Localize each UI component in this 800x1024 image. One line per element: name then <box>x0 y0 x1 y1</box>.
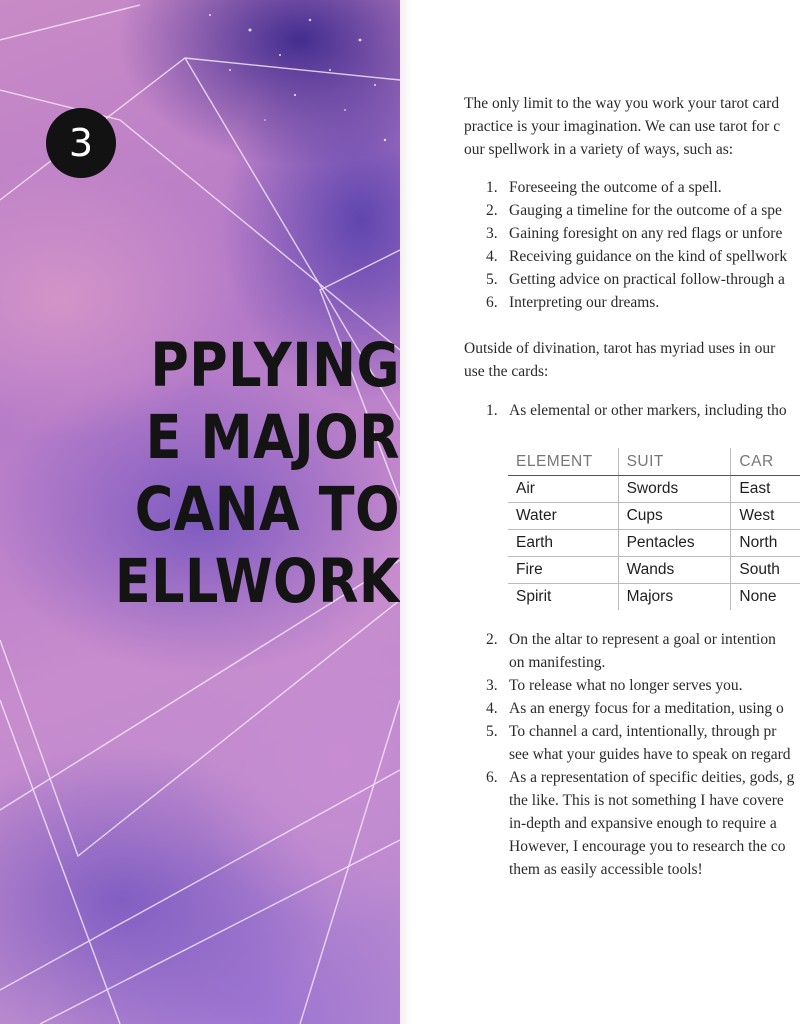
list-item <box>464 199 800 222</box>
list-text: in-depth and expansive enough to require a <box>509 815 777 832</box>
list-item <box>464 176 800 199</box>
list-text: Gaining foresight on any red flags or unfore <box>509 225 783 242</box>
table-cell: Swords <box>618 476 731 503</box>
chapter-number-badge <box>46 108 116 178</box>
list-number: 1. <box>486 402 498 419</box>
correspondence-table <box>508 448 800 610</box>
chapter-title-line: E MAJOR <box>145 402 400 473</box>
paragraph-line: use the cards: <box>464 363 549 380</box>
list-number: 4. <box>486 248 498 265</box>
list-number: 1. <box>486 179 498 196</box>
list-text: To release what no longer serves you. <box>509 677 743 694</box>
list-number: 6. <box>486 294 498 311</box>
paragraph-line: Outside of divination, tarot has myriad uses in our <box>464 340 776 357</box>
paragraph-line: The only limit to the way you work your tarot card <box>464 95 780 112</box>
list-item <box>464 245 800 268</box>
list-text: see what your guides have to speak on regard <box>509 746 791 763</box>
outside-paragraph <box>464 337 800 383</box>
table-row <box>508 584 800 611</box>
table-cell: Earth <box>508 530 618 557</box>
column-header: ELEMENT <box>508 448 618 476</box>
list-text: As elemental or other markers, including tho <box>509 402 787 419</box>
list-text: Receiving guidance on the kind of spellwork <box>509 248 788 265</box>
list-item <box>464 720 800 766</box>
table-cell: South <box>731 557 800 584</box>
list-number: 2. <box>486 202 498 219</box>
divination-uses-list <box>464 176 800 314</box>
table-row <box>508 557 800 584</box>
list-text: them as easily accessible tools! <box>509 861 703 878</box>
list-text: Getting advice on practical follow-through a <box>509 271 785 288</box>
table-cell: West <box>731 503 800 530</box>
table-cell: None <box>731 584 800 611</box>
list-number: 3. <box>486 677 498 694</box>
list-item <box>464 697 800 720</box>
column-header: SUIT <box>618 448 731 476</box>
list-text: the like. This is not something I have covere <box>509 792 784 809</box>
text-page <box>400 0 800 1024</box>
table-cell: Wands <box>618 557 731 584</box>
chapter-title-line: PPLYING <box>150 330 400 401</box>
table-cell: Pentacles <box>618 530 731 557</box>
list-number: 5. <box>486 723 498 740</box>
list-text: As an energy focus for a meditation, using o <box>509 700 784 717</box>
intro-paragraph <box>464 92 800 161</box>
other-uses-list-continued <box>464 628 800 881</box>
list-text: on manifesting. <box>509 654 606 671</box>
list-item <box>464 766 800 881</box>
table-cell: East <box>731 476 800 503</box>
list-number: 6. <box>486 769 498 786</box>
table-cell: Spirit <box>508 584 618 611</box>
table-cell: Water <box>508 503 618 530</box>
chapter-number: 3 <box>68 121 94 165</box>
list-text: Foreseeing the outcome of a spell. <box>509 179 722 196</box>
list-number: 5. <box>486 271 498 288</box>
list-item <box>464 399 800 422</box>
list-text: As a representation of specific deities, gods, g <box>509 769 795 786</box>
list-item <box>464 222 800 245</box>
chapter-title-line: CANA TO <box>134 474 400 545</box>
paragraph-line: practice is your imagination. We can use tarot for c <box>464 118 781 135</box>
list-text: On the altar to represent a goal or intention <box>509 631 776 648</box>
chapter-title-line: ELLWORK <box>114 546 400 617</box>
list-item <box>464 628 800 674</box>
table-row <box>508 530 800 557</box>
table-cell: Majors <box>618 584 731 611</box>
list-text: Interpreting our dreams. <box>509 294 660 311</box>
table-header-row <box>508 448 800 476</box>
table-cell: Fire <box>508 557 618 584</box>
table-row <box>508 503 800 530</box>
list-text: However, I encourage you to research the co <box>509 838 786 855</box>
list-item <box>464 268 800 291</box>
list-text: To channel a card, intentionally, through pr <box>509 723 777 740</box>
other-uses-list-start <box>464 399 800 422</box>
list-number: 2. <box>486 631 498 648</box>
table-row <box>508 476 800 503</box>
table-cell: Air <box>516 480 535 497</box>
table-cell: North <box>731 530 800 557</box>
column-header: CAR <box>731 448 800 476</box>
list-number: 3. <box>486 225 498 242</box>
paragraph-line: our spellwork in a variety of ways, such as: <box>464 141 734 158</box>
chapter-title <box>0 330 400 618</box>
list-text: Gauging a timeline for the outcome of a spe <box>509 202 782 219</box>
list-item <box>464 674 800 697</box>
list-item <box>464 291 800 314</box>
table-cell: Cups <box>618 503 731 530</box>
list-number: 4. <box>486 700 498 717</box>
